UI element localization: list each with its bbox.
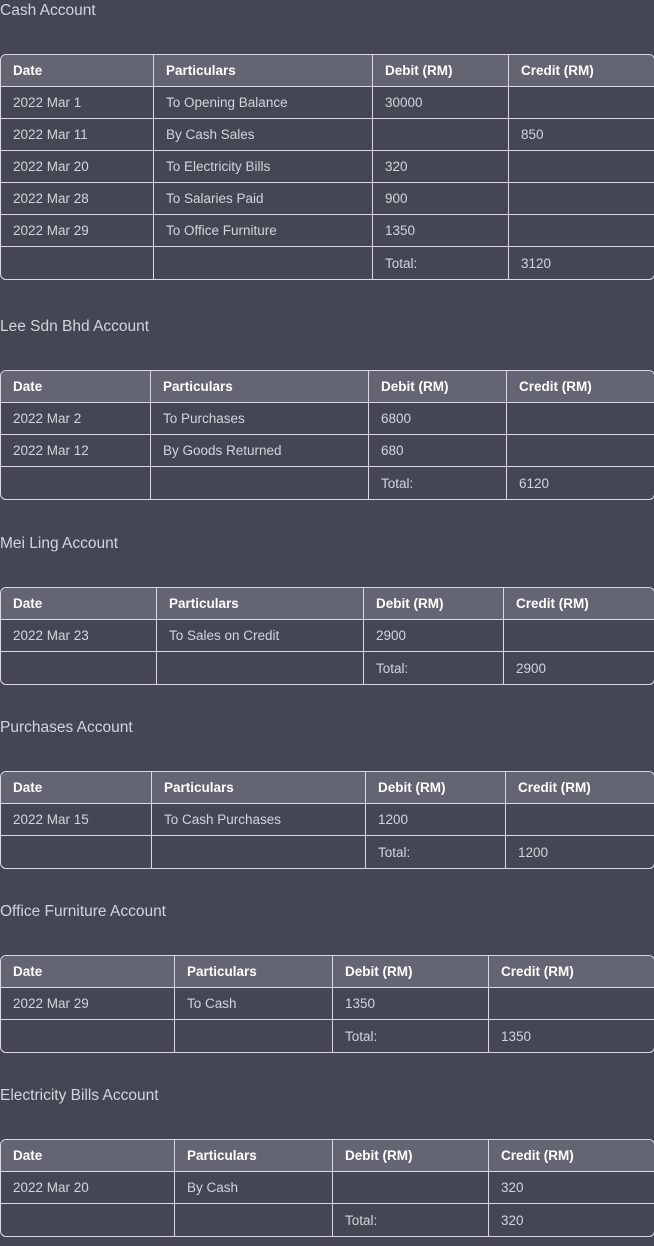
total-row	[1, 1204, 654, 1236]
debit-column-header: Debit (RM)	[373, 55, 509, 87]
date-cell: 2022 Mar 12	[1, 435, 151, 467]
credit-column-header: Credit (RM)	[489, 956, 654, 988]
credit-cell	[507, 403, 654, 435]
table-row	[1, 183, 654, 215]
total-value: 2900	[516, 660, 547, 676]
credit-cell	[504, 620, 654, 652]
particulars-cell	[157, 652, 364, 684]
debit-cell: 320	[373, 151, 509, 183]
total-label: Total:	[364, 652, 504, 684]
header-row	[1, 772, 654, 804]
header-row	[1, 956, 654, 988]
total-row	[1, 467, 654, 499]
debit-column-header: Debit (RM)	[364, 588, 504, 620]
ledger-table	[0, 955, 654, 1053]
particulars-cell: To Opening Balance	[154, 87, 373, 119]
date-cell: 2022 Mar 29	[1, 988, 175, 1020]
header-row	[1, 55, 654, 87]
total-row	[1, 652, 654, 684]
particulars-column-header: Particulars	[154, 55, 373, 87]
total-label: Total:	[373, 247, 509, 279]
ledger-table	[0, 370, 654, 500]
debit-cell: 30000	[373, 87, 509, 119]
particulars-cell: By Cash	[175, 1172, 333, 1204]
date-cell: 2022 Mar 15	[1, 804, 152, 836]
date-cell	[1, 1020, 175, 1052]
credit-cell	[507, 435, 654, 467]
debit-cell: 900	[373, 183, 509, 215]
particulars-cell: To Office Furniture	[154, 215, 373, 247]
header-row	[1, 1140, 654, 1172]
particulars-cell	[152, 836, 366, 868]
table-row	[1, 804, 654, 836]
date-column-header: Date	[1, 1140, 175, 1172]
ledger-table	[0, 1139, 654, 1237]
debit-cell: 1200	[366, 804, 506, 836]
total-row	[1, 247, 654, 279]
particulars-cell: To Sales on Credit	[157, 620, 364, 652]
credit-cell	[506, 804, 654, 836]
credit-column-header: Credit (RM)	[509, 55, 654, 87]
table-row	[1, 119, 654, 151]
particulars-cell: To Electricity Bills	[154, 151, 373, 183]
total-row	[1, 836, 654, 868]
debit-column-header: Debit (RM)	[369, 371, 507, 403]
date-column-header: Date	[1, 772, 152, 804]
date-cell: 2022 Mar 20	[1, 1172, 175, 1204]
date-cell: 2022 Mar 29	[1, 215, 154, 247]
table-row	[1, 215, 654, 247]
date-cell	[1, 467, 151, 499]
debit-cell	[333, 1172, 489, 1204]
particulars-column-header: Particulars	[151, 371, 369, 403]
table-row	[1, 1172, 654, 1204]
particulars-cell	[151, 467, 369, 499]
debit-cell: 1350	[373, 215, 509, 247]
total-label: Total:	[333, 1204, 489, 1236]
credit-cell	[509, 151, 654, 183]
date-cell: 2022 Mar 2	[1, 403, 151, 435]
date-column-header: Date	[1, 55, 154, 87]
credit-cell	[509, 183, 654, 215]
date-column-header: Date	[1, 588, 157, 620]
date-cell: 2022 Mar 23	[1, 620, 157, 652]
debit-cell: 2900	[364, 620, 504, 652]
debit-column-header: Debit (RM)	[333, 956, 489, 988]
header-row	[1, 371, 654, 403]
table-row	[1, 435, 654, 467]
particulars-cell: By Goods Returned	[151, 435, 369, 467]
debit-cell: 6800	[369, 403, 507, 435]
ledger-table	[0, 54, 654, 280]
debit-cell	[373, 119, 509, 151]
particulars-column-header: Particulars	[152, 772, 366, 804]
particulars-cell: To Purchases	[151, 403, 369, 435]
debit-cell: 1350	[333, 988, 489, 1020]
date-cell	[1, 652, 157, 684]
total-value: 1350	[501, 1028, 532, 1044]
total-value: 1200	[518, 844, 549, 860]
date-cell: 2022 Mar 28	[1, 183, 154, 215]
particulars-column-header: Particulars	[175, 1140, 333, 1172]
particulars-cell	[175, 1020, 333, 1052]
table-row	[1, 151, 654, 183]
total-label: Total:	[366, 836, 506, 868]
particulars-cell	[154, 247, 373, 279]
table-row	[1, 403, 654, 435]
particulars-cell: To Salaries Paid	[154, 183, 373, 215]
credit-cell	[489, 988, 654, 1020]
particulars-column-header: Particulars	[175, 956, 333, 988]
ledger-title: Office Furniture Account	[0, 903, 166, 920]
particulars-cell: To Cash Purchases	[152, 804, 366, 836]
total-label: Total:	[369, 467, 507, 499]
ledger-title: Cash Account	[0, 2, 96, 19]
credit-cell	[509, 87, 654, 119]
debit-column-header: Debit (RM)	[366, 772, 506, 804]
particulars-cell: By Cash Sales	[154, 119, 373, 151]
table-row	[1, 988, 654, 1020]
date-column-header: Date	[1, 956, 175, 988]
total-row	[1, 1020, 654, 1052]
credit-column-header: Credit (RM)	[507, 371, 654, 403]
table-row	[1, 87, 654, 119]
header-row	[1, 588, 654, 620]
total-value: 3120	[521, 255, 552, 271]
date-cell	[1, 247, 154, 279]
date-cell: 2022 Mar 11	[1, 119, 154, 151]
date-cell	[1, 1204, 175, 1236]
ledger-title: Mei Ling Account	[0, 535, 119, 552]
ledger-title: Electricity Bills Account	[0, 1087, 159, 1104]
date-column-header: Date	[1, 371, 151, 403]
debit-cell: 680	[369, 435, 507, 467]
ledger-table	[0, 771, 654, 869]
credit-cell: 320	[489, 1172, 654, 1204]
total-label: Total:	[333, 1020, 489, 1052]
date-cell	[1, 836, 152, 868]
credit-column-header: Credit (RM)	[489, 1140, 654, 1172]
credit-cell: 850	[509, 119, 654, 151]
debit-column-header: Debit (RM)	[333, 1140, 489, 1172]
date-cell: 2022 Mar 1	[1, 87, 154, 119]
credit-cell	[509, 215, 654, 247]
credit-column-header: Credit (RM)	[506, 772, 654, 804]
ledger-title: Lee Sdn Bhd Account	[0, 318, 150, 335]
credit-column-header: Credit (RM)	[504, 588, 654, 620]
ledger-title: Purchases Account	[0, 719, 133, 736]
particulars-cell: To Cash	[175, 988, 333, 1020]
particulars-column-header: Particulars	[157, 588, 364, 620]
table-row	[1, 620, 654, 652]
particulars-cell	[175, 1204, 333, 1236]
total-value: 6120	[519, 475, 550, 491]
total-value: 320	[501, 1212, 524, 1228]
date-cell: 2022 Mar 20	[1, 151, 154, 183]
ledger-table	[0, 587, 654, 685]
